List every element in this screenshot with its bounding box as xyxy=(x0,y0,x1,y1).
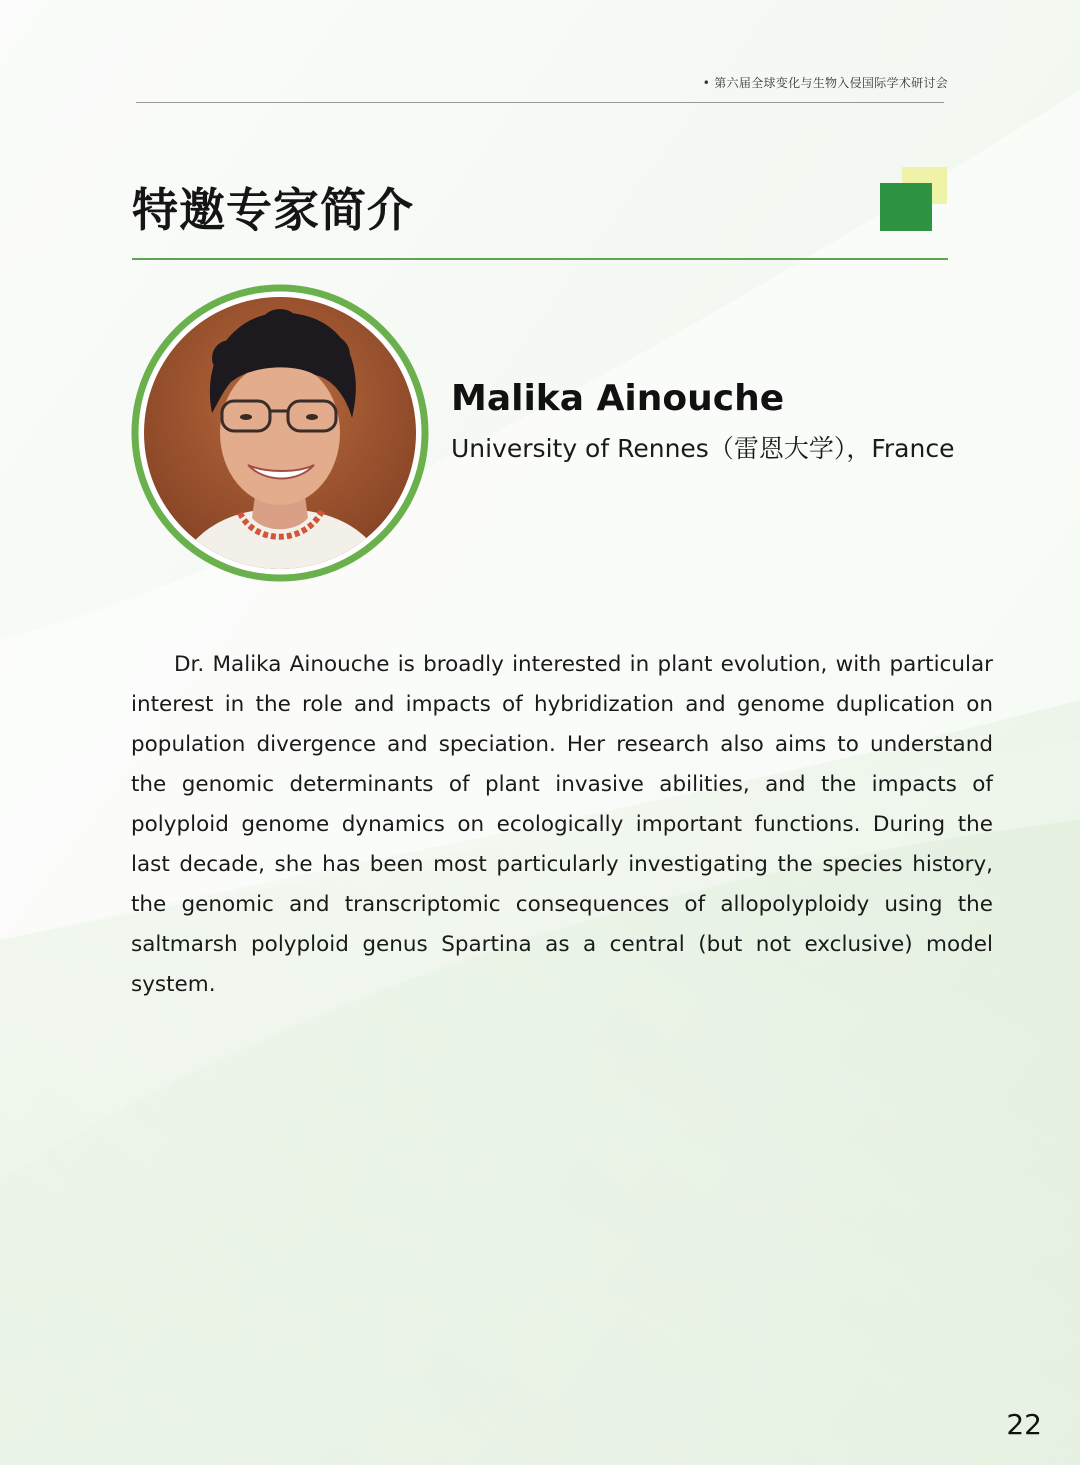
section-title: 特邀专家简介 xyxy=(132,183,414,237)
speaker-biography: Dr. Malika Ainouche is broadly interested in plant evolution, with particular interest in the role and impacts of hybridization and genome duplication on population divergence and speciation. Her research also aims to understand the genomic determinants of plant invasive abilities, and the impacts of polyploid genome dynamics on ecologically important functions. During the last decade, she has been most particularly investigating the species history, the genomic and transcriptomic consequences of allopolyploidy using the saltmarsh polyploid genus Spartina as a central (but not exclusive) model system. xyxy=(131,652,993,997)
conference-header: • 第六届全球变化与生物入侵国际学术研讨会 xyxy=(702,76,948,90)
page-number: 22 xyxy=(1006,1408,1042,1441)
speaker-affiliation: University of Rennes（雷恩大学），France xyxy=(451,434,955,463)
header-divider xyxy=(136,102,944,103)
decorative-green-square xyxy=(880,183,932,231)
speaker-portrait xyxy=(130,283,430,583)
speaker-name: Malika Ainouche xyxy=(451,378,785,419)
title-divider xyxy=(132,258,948,260)
